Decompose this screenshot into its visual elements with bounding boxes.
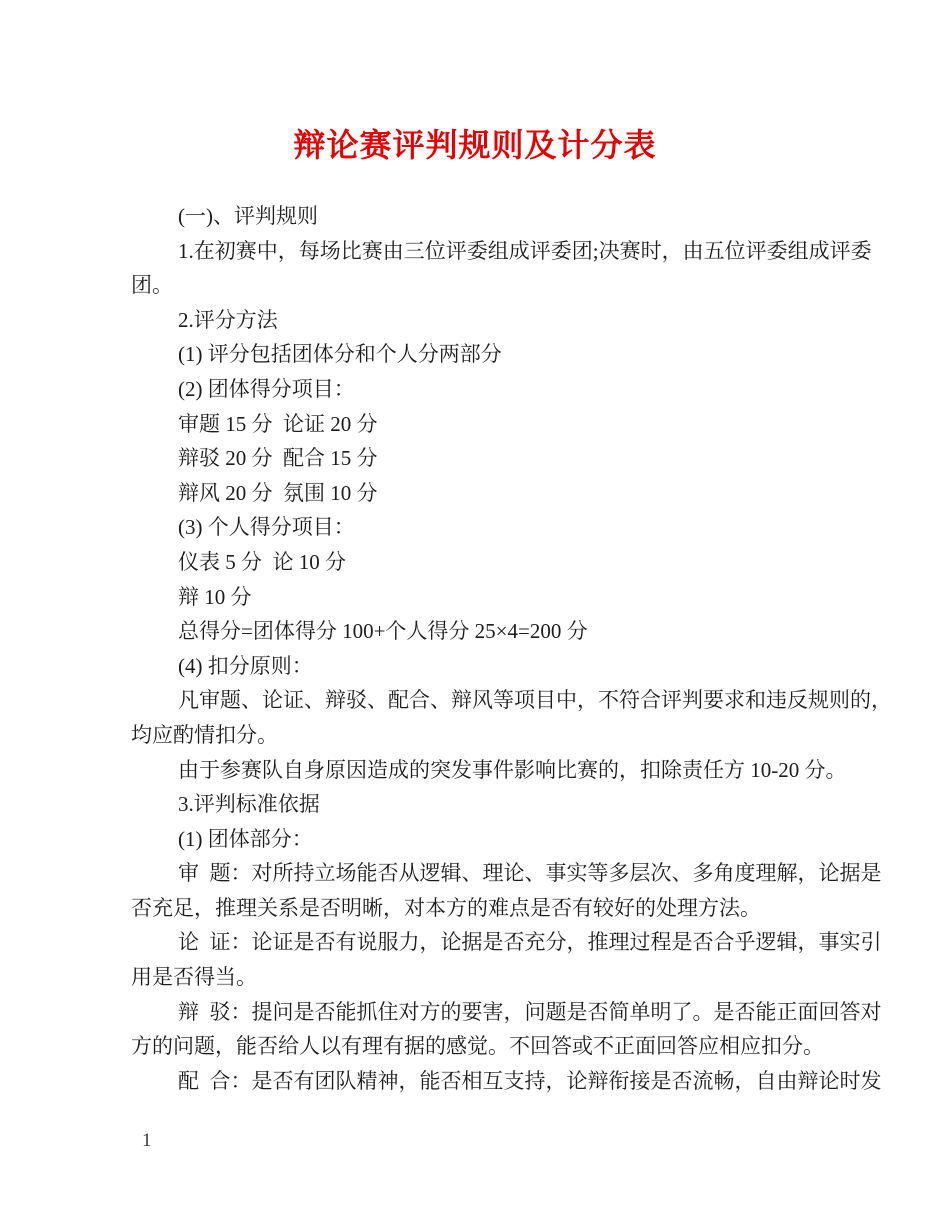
text-line: 由于参赛队自身原因造成的突发事件影响比赛的，扣除责任方 10-20 分。 <box>178 757 847 782</box>
text-line: 审 题：对所持立场能否从逻辑、理论、事实等多层次、多角度理解，论据是 <box>178 861 882 886</box>
text-line: 团。 <box>131 273 173 298</box>
text-line: 论 证：论证是否有说服力，论据是否充分，推理过程是否合乎逻辑，事实引 <box>178 930 882 955</box>
page-number: 1 <box>142 1130 152 1151</box>
text-line: 用是否得当。 <box>131 965 257 990</box>
text-line: 否充足，推理关系是否明晰，对本方的难点是否有较好的处理方法。 <box>131 895 761 920</box>
text-line: 辩 驳：提问是否能抓住对方的要害，问题是否简单明了。是否能正面回答对 <box>178 999 882 1024</box>
document-body <box>131 199 892 1098</box>
text-line: (4) 扣分原则： <box>178 653 313 678</box>
document-title: 辩论赛评判规则及计分表 <box>293 127 657 163</box>
text-line: 凡审题、论证、辩驳、配合、辩风等项目中，不符合评判要求和违反规则的， <box>178 688 892 713</box>
text-line: 2.评分方法 <box>178 307 278 332</box>
text-line: 审题 15 分 论证 20 分 <box>178 411 378 436</box>
text-line: 均应酌情扣分。 <box>131 722 278 747</box>
text-line: (1) 团体部分： <box>178 826 313 851</box>
text-line: 3.评判标准依据 <box>178 792 320 817</box>
text-line: (2) 团体得分项目： <box>178 376 355 401</box>
text-line: 辩 10 分 <box>178 584 252 609</box>
text-line: 辩风 20 分 氛围 10 分 <box>178 480 378 505</box>
text-line: (1) 评分包括团体分和个人分两部分 <box>178 342 502 367</box>
text-line: 1.在初赛中，每场比赛由三位评委组成评委团;决赛时，由五位评委组成评委 <box>178 238 872 263</box>
text-line: 方的问题，能否给人以有理有据的感觉。不回答或不正面回答应相应扣分。 <box>131 1034 824 1059</box>
text-line: 总得分=团体得分 100+个人得分 25×4=200 分 <box>178 619 588 644</box>
text-line: 仪表 5 分 论 10 分 <box>178 549 346 574</box>
text-line: (一)、评判规则 <box>178 204 318 228</box>
text-line: (3) 个人得分项目： <box>178 515 355 540</box>
text-line: 配 合：是否有团队精神，能否相互支持，论辩衔接是否流畅，自由辩论时发 <box>178 1068 882 1093</box>
text-line: 辩驳 20 分 配合 15 分 <box>178 446 378 471</box>
